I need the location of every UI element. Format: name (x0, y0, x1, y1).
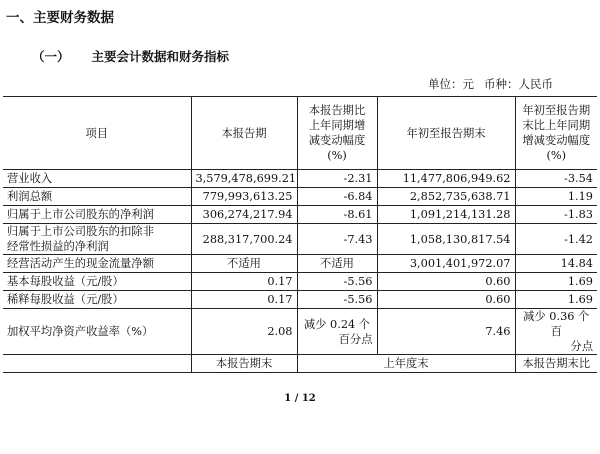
table-row (3, 206, 597, 224)
cell-line: 分点 (570, 340, 593, 353)
financial-data-table (3, 96, 597, 373)
row-label-line: 归属于上市公司股东的扣除非 (7, 225, 154, 238)
subsection-title: 主要会计数据和财务指标 (91, 49, 230, 64)
table-header-row (3, 97, 597, 170)
row-label: 营业收入 (3, 170, 191, 188)
footer-change: 本报告期末比 (515, 355, 597, 373)
table-footer-row (3, 355, 597, 373)
cell-ytd: 2,852,735,638.71 (377, 188, 515, 206)
row-label: 利润总额 (3, 188, 191, 206)
table-row (3, 291, 597, 309)
page-number: 1 / 12 (284, 393, 316, 404)
row-label: 经营活动产生的现金流量净额 (3, 255, 191, 273)
table-row (3, 170, 597, 188)
cell-ytd: 1,058,130,817.54 (377, 224, 515, 255)
cell-line: 减少 0.36 个百 (523, 310, 590, 338)
cell-change-ytd (515, 309, 597, 355)
cell-ytd: 0.60 (377, 291, 515, 309)
header-line: 减变动幅度 (308, 134, 366, 147)
header-change-current (297, 97, 377, 170)
table-row (3, 309, 597, 355)
cell-line: 百分点 (338, 332, 373, 346)
header-line: 年初至报告期 (522, 104, 591, 117)
cell-change-current (297, 309, 377, 355)
cell-ytd: 11,477,806,949.62 (377, 170, 515, 188)
footer-empty (3, 355, 191, 373)
cell-current: 0.17 (191, 273, 297, 291)
subsection-number: （一） (32, 49, 70, 64)
cell-ytd: 3,001,401,972.07 (377, 255, 515, 273)
cell-change-current: -6.84 (297, 188, 377, 206)
row-label (3, 224, 191, 255)
section-heading: 一、主要财务数据 (6, 10, 114, 26)
cell-current: 779,993,613.25 (191, 188, 297, 206)
footer-prev-year-end: 上年度末 (297, 355, 515, 373)
cell-change-ytd: 14.84 (515, 255, 597, 273)
footer-current-period-end: 本报告期末 (191, 355, 297, 373)
cell-current: 0.17 (191, 291, 297, 309)
cell-change-ytd: -1.83 (515, 206, 597, 224)
currency-label: 币种：人民币 (484, 77, 553, 91)
cell-ytd: 7.46 (377, 309, 515, 355)
header-ytd: 年初至报告期末 (377, 97, 515, 170)
table-row (3, 224, 597, 255)
cell-change-current: -8.61 (297, 206, 377, 224)
header-line: (%) (546, 149, 567, 162)
header-line: 末比上年同期 (522, 119, 591, 132)
cell-change-current: -2.31 (297, 170, 377, 188)
header-line: 增减变动幅度 (522, 134, 591, 147)
row-label: 加权平均净资产收益率（%） (3, 309, 191, 355)
cell-change-ytd: 1.69 (515, 291, 597, 309)
row-label-line: 经常性损益的净利润 (7, 240, 109, 253)
cell-current: 不适用 (191, 255, 297, 273)
row-label: 稀释每股收益（元/股） (3, 291, 191, 309)
table-row (3, 188, 597, 206)
unit-note (428, 76, 553, 92)
cell-change-ytd: -3.54 (515, 170, 597, 188)
cell-current: 3,579,478,699.21 (191, 170, 297, 188)
header-item: 项目 (3, 97, 191, 170)
table-row (3, 255, 597, 273)
cell-current: 288,317,700.24 (191, 224, 297, 255)
row-label: 基本每股收益（元/股） (3, 273, 191, 291)
cell-change-ytd: 1.19 (515, 188, 597, 206)
unit-label: 单位：元 (428, 77, 474, 91)
cell-change-ytd: 1.69 (515, 273, 597, 291)
header-current-period: 本报告期 (191, 97, 297, 170)
table-row (3, 273, 597, 291)
header-line: 上年同期增 (308, 119, 366, 132)
row-label: 归属于上市公司股东的净利润 (3, 206, 191, 224)
cell-current: 2.08 (191, 309, 297, 355)
cell-change-current: 不适用 (297, 255, 377, 273)
cell-change-current: -7.43 (297, 224, 377, 255)
cell-line: 减少 0.24 个 (303, 317, 371, 331)
cell-ytd: 1,091,214,131.28 (377, 206, 515, 224)
cell-change-current: -5.56 (297, 273, 377, 291)
cell-current: 306,274,217.94 (191, 206, 297, 224)
cell-ytd: 0.60 (377, 273, 515, 291)
header-line: (%) (327, 149, 347, 162)
header-change-ytd (515, 97, 597, 170)
header-line: 本报告期比 (308, 104, 366, 117)
cell-change-ytd: -1.42 (515, 224, 597, 255)
subsection-heading (32, 47, 229, 65)
cell-change-current: -5.56 (297, 291, 377, 309)
